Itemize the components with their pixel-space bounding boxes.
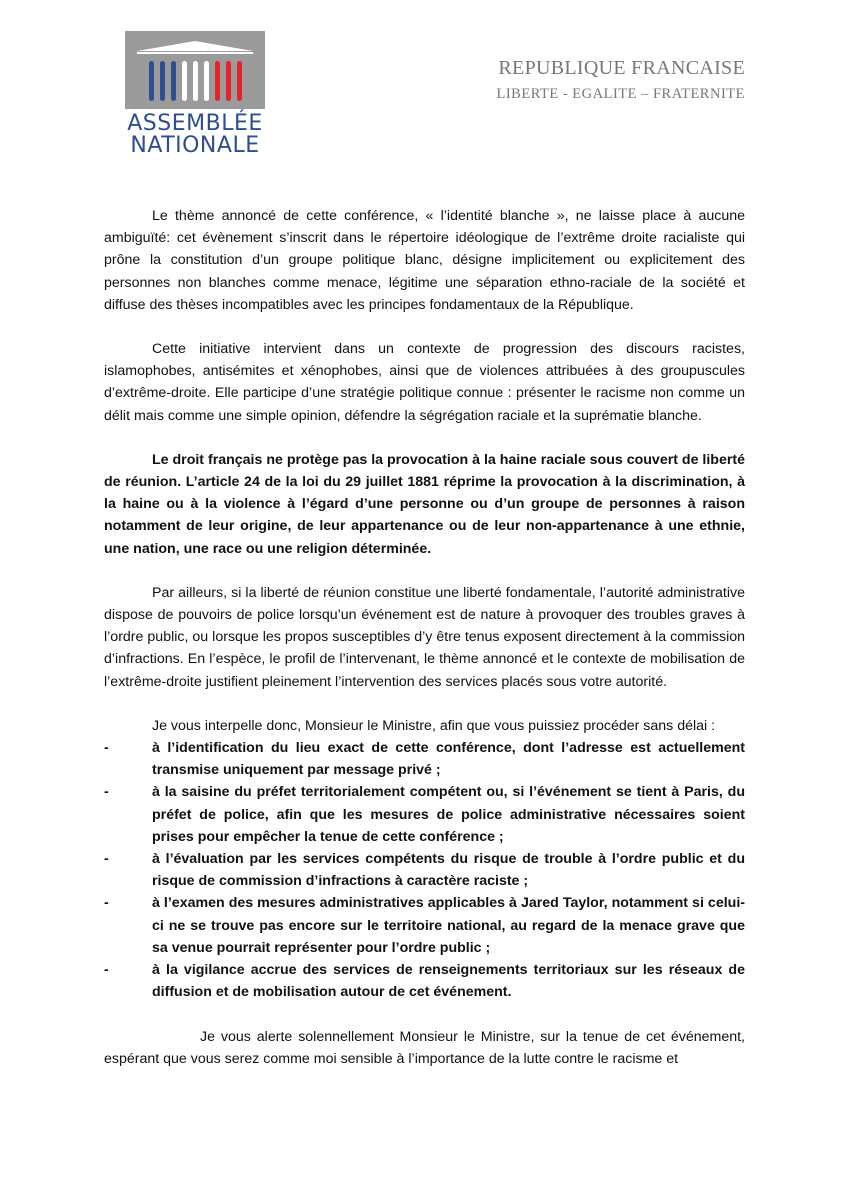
- demand-text: à la vigilance accrue des services de renseignements territoriaux sur les réseaux de diffusion et de mobilisation autour de cet événement.: [152, 962, 745, 1001]
- bullet-dash: -: [104, 851, 109, 868]
- column-white-3: [204, 61, 209, 101]
- demands-list: [104, 737, 745, 1003]
- demand-item: [104, 892, 745, 959]
- column-blue-1: [149, 61, 154, 101]
- logo-line-assemblee: ASSEMBLÉE: [127, 111, 263, 136]
- bullet-dash: -: [104, 784, 109, 801]
- demand-item: [104, 959, 745, 1003]
- column-red-3: [237, 61, 242, 101]
- column-red-1: [215, 61, 220, 101]
- paragraph-law: Le droit français ne protège pas la provocation à la haine raciale sous couvert de liberté de réunion. L’article 24 de la loi du 29 juillet 1881 réprime la provocation à la discrimination, à la haine ou à la violence à l’égard d’une personne ou d’un groupe de personnes à raison notamment de leur origine, de leur appartenance ou de leur non-appartenance à une ethnie, une nation, une race ou une religion déterminée.: [104, 451, 745, 557]
- paragraph-closing: Je vous alerte solennellement Monsieur le Ministre, sur la tenue de cet événement, espérant que vous serez comme moi sensible à l’importance de la lutte contre le racisme et: [104, 1028, 745, 1067]
- republic-title: REPUBLIQUE FRANCAISE: [498, 57, 745, 79]
- demand-item: [104, 737, 745, 781]
- hemicycle-icon: [125, 31, 265, 109]
- hemicycle-emblem: [125, 31, 265, 109]
- letterhead: [496, 56, 745, 103]
- paragraph-request: Je vous interpelle donc, Monsieur le Ministre, afin que vous puissiez procéder sans délai :: [152, 717, 716, 734]
- column-red-2: [226, 61, 231, 101]
- demand-item: [104, 781, 745, 848]
- pediment-shape: [137, 41, 253, 51]
- demand-item: [104, 848, 745, 892]
- demand-text: à l’identification du lieu exact de cette conférence, dont l’adresse est actuellement transmise uniquement par message privé ;: [152, 740, 745, 779]
- column-white-2: [193, 61, 198, 101]
- demand-text: à la saisine du préfet territorialement compétent ou, si l’événement se tient à Paris, du préfet de police, afin que les mesures de police administrative nécessaires soient prises pour empêcher la tenue de cette conférence ;: [152, 784, 745, 845]
- column-blue-2: [160, 61, 165, 101]
- republic-motto: LIBERTE - EGALITE – FRATERNITE: [496, 86, 745, 102]
- bullet-dash: -: [104, 740, 109, 757]
- bullet-dash: -: [104, 895, 109, 912]
- paragraph-police-powers: Par ailleurs, si la liberté de réunion constitue une liberté fondamentale, l’autorité administrative dispose de pouvoirs de police lorsqu’un événement est de nature à provoquer des troubles graves à l’ordre public, ou lorsque les propos susceptibles d’y être tenus exposent directement à la commission d’infractions. En l’espèce, le profil de l’intervenant, le thème annoncé et le contexte de mobilisation de l’extrême-droite justifient pleinement l’intervention des services placés sous votre autorité.: [104, 584, 745, 690]
- column-blue-3: [171, 61, 176, 101]
- bullet-dash: -: [104, 962, 109, 979]
- paragraph-context: Cette initiative intervient dans un contexte de progression des discours racistes, islamophobes, antisémites et xénophobes, ainsi que de violences attribuées à des groupuscules d’extrême-droite. Elle participe d’une stratégie politique connue : présenter le racisme non comme un délit mais comme une simple opinion, défendre la ségrégation raciale et la suprématie blanche.: [104, 341, 745, 424]
- demand-text: à l’évaluation par les services compétents du risque de trouble à l’ordre public et du risque de commission d’infractions à caractère raciste ;: [152, 851, 745, 890]
- architrave-shape: [137, 52, 253, 54]
- column-white-1: [182, 61, 187, 101]
- letter-body: [104, 205, 745, 1092]
- logo-line-nationale: NATIONALE: [130, 133, 260, 158]
- demand-text: à l’examen des mesures administratives applicables à Jared Taylor, notamment si celui-ci ne se trouve pas encore sur le territoire national, au regard de la menace grave que sa venue pourrait représenter pour l’ordre public ;: [152, 895, 745, 956]
- paragraph-theme: Le thème annoncé de cette conférence, « l’identité blanche », ne laisse place à aucune ambiguïté: cet évènement s’inscrit dans le répertoire idéologique de l’extrême droite racialiste qui prône la constitution d’un groupe politique blanc, désigne implicitement ou explicitement des personnes non blanches comme menace, légitime une séparation ethno-raciale de la société et diffuse des thèses incompatibles avec les principes fondamentaux de la République.: [104, 208, 745, 313]
- assemblee-nationale-logo: [125, 31, 265, 158]
